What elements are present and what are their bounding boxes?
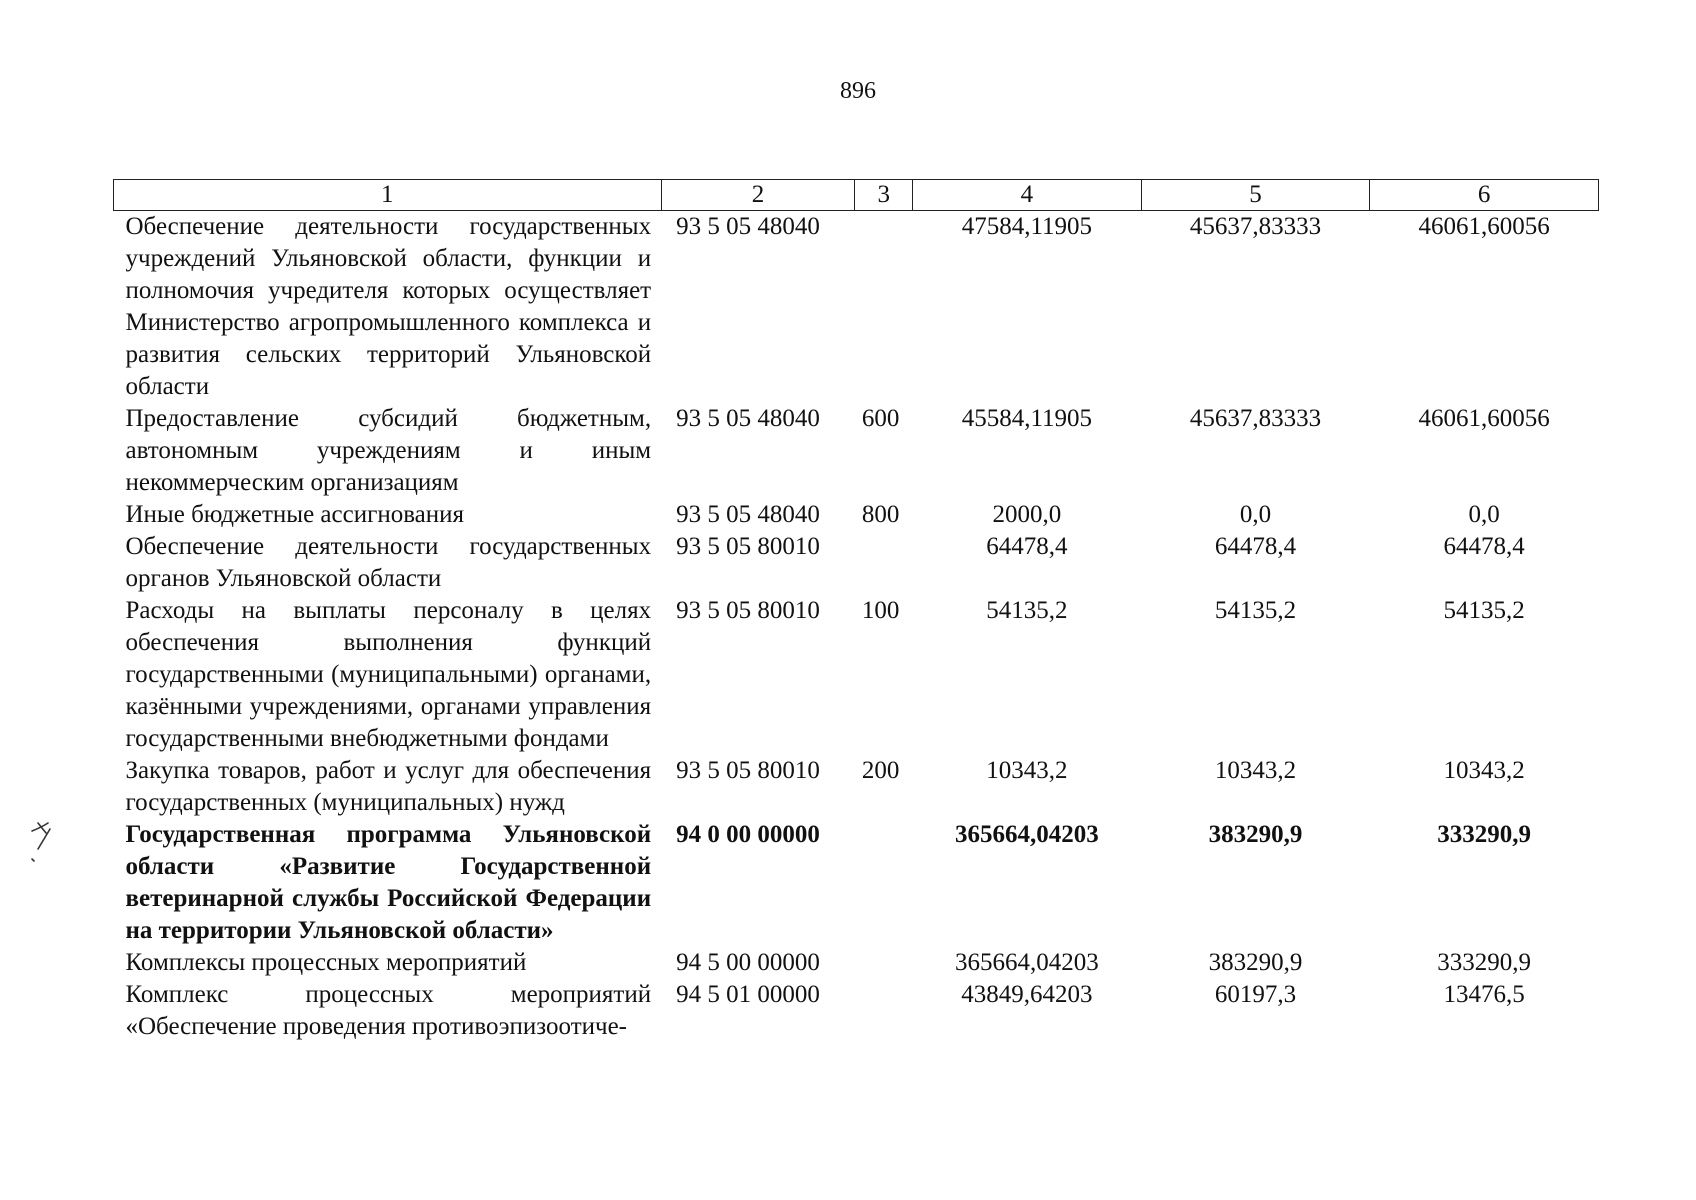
row-value-5: 64478,4 (1214, 533, 1297, 560)
row-code: 93 5 05 48040 (676, 213, 820, 240)
row-description: Расходы на выплаты персоналу в целях обеспечения выполнения функций государственными (муниципальными) органами, казёнными учреждениями, органами управления государственными внебюджетными фондами (125, 597, 652, 752)
header-col-4: 4 (913, 180, 1142, 211)
row-expense-type: 100 (861, 597, 900, 624)
row-value-5: 45637,83333 (1189, 405, 1322, 432)
header-col-2: 2 (661, 180, 855, 211)
header-col-3: 3 (855, 180, 913, 211)
pen-mark (28, 815, 68, 875)
row-value-6: 13476,5 (1443, 981, 1525, 1008)
row-description: Обеспечение деятельности государственных учреждений Ульяновской области, функции и полномочия учредителя которых осуществляет Министерство агропромышленного комплекса и развития сельских территорий Ульяновской области (125, 213, 652, 400)
row-value-5: 0,0 (1239, 501, 1272, 528)
row-code: 94 0 00 00000 (676, 821, 820, 848)
row-value-5: 45637,83333 (1189, 213, 1322, 240)
row-code: 93 5 05 80010 (676, 597, 820, 624)
row-description: Иные бюджетные ассигнования (125, 501, 465, 528)
row-value-6: 0,0 (1468, 501, 1500, 528)
row-value-5: 60197,3 (1214, 981, 1297, 1008)
header-col-1: 1 (114, 180, 662, 211)
row-value-5: 383290,9 (1208, 821, 1303, 848)
table-row (114, 211, 1599, 404)
row-value-6: 64478,4 (1443, 533, 1525, 560)
row-value-5: 54135,2 (1214, 597, 1297, 624)
row-value-4: 365664,04203 (955, 949, 1099, 976)
row-code: 93 5 05 80010 (676, 757, 820, 784)
row-value-6: 333290,9 (1437, 821, 1532, 848)
row-expense-type: 800 (861, 501, 900, 528)
row-expense-type (855, 947, 913, 979)
row-value-6: 333290,9 (1437, 949, 1532, 976)
row-value-4: 10343,2 (986, 757, 1068, 784)
row-expense-type: 200 (861, 757, 900, 784)
row-code: 94 5 01 00000 (676, 981, 820, 1008)
row-expense-type (855, 979, 913, 1043)
row-description: Комплексы процессных мероприятий (125, 949, 527, 976)
row-code: 94 5 00 00000 (676, 949, 820, 976)
row-description: Государственная программа Ульяновской области «Развитие Государственной ветеринарной службы Российской Федерации на территории Ульяновской области» (125, 821, 652, 944)
row-value-4: 43849,64203 (961, 981, 1093, 1008)
table-row (114, 947, 1599, 979)
table-row (114, 595, 1599, 755)
row-code: 93 5 05 80010 (676, 533, 820, 560)
row-value-4: 365664,04203 (955, 821, 1099, 848)
header-col-6: 6 (1370, 180, 1599, 211)
row-value-4: 45584,11905 (961, 405, 1093, 432)
header-col-5: 5 (1141, 180, 1370, 211)
row-value-5: 383290,9 (1208, 949, 1303, 976)
row-expense-type: 600 (861, 405, 900, 432)
row-description: Комплекс процессных мероприятий «Обеспечение проведения противоэпизоотиче- (125, 981, 652, 1040)
row-description: Обеспечение деятельности государственных органов Ульяновской области (125, 533, 652, 592)
page-number: 896 (840, 78, 876, 104)
row-description: Предоставление субсидий бюджетным, автономным учреждениям и иным некоммерческим организациям (125, 405, 652, 496)
row-value-6: 10343,2 (1443, 757, 1525, 784)
row-value-5: 10343,2 (1214, 757, 1297, 784)
row-expense-type (855, 819, 913, 947)
table-row (114, 403, 1599, 499)
row-value-6: 46061,60056 (1418, 405, 1550, 432)
table-row (114, 755, 1599, 819)
row-value-4: 2000,0 (992, 501, 1062, 528)
row-value-6: 46061,60056 (1418, 213, 1550, 240)
table-row (114, 499, 1599, 531)
row-code: 93 5 05 48040 (676, 501, 820, 528)
row-expense-type (855, 211, 913, 404)
header-row (114, 180, 1599, 211)
row-value-4: 47584,11905 (961, 213, 1093, 240)
budget-table (113, 179, 1599, 1043)
row-value-4: 64478,4 (986, 533, 1068, 560)
row-expense-type (855, 531, 913, 595)
table-row (114, 531, 1599, 595)
row-description: Закупка товаров, работ и услуг для обеспечения государственных (муниципальных) нужд (125, 757, 652, 816)
row-value-6: 54135,2 (1443, 597, 1525, 624)
table-row (114, 979, 1599, 1043)
row-code: 93 5 05 48040 (676, 405, 820, 432)
row-value-4: 54135,2 (986, 597, 1068, 624)
table-row-program (114, 819, 1599, 947)
